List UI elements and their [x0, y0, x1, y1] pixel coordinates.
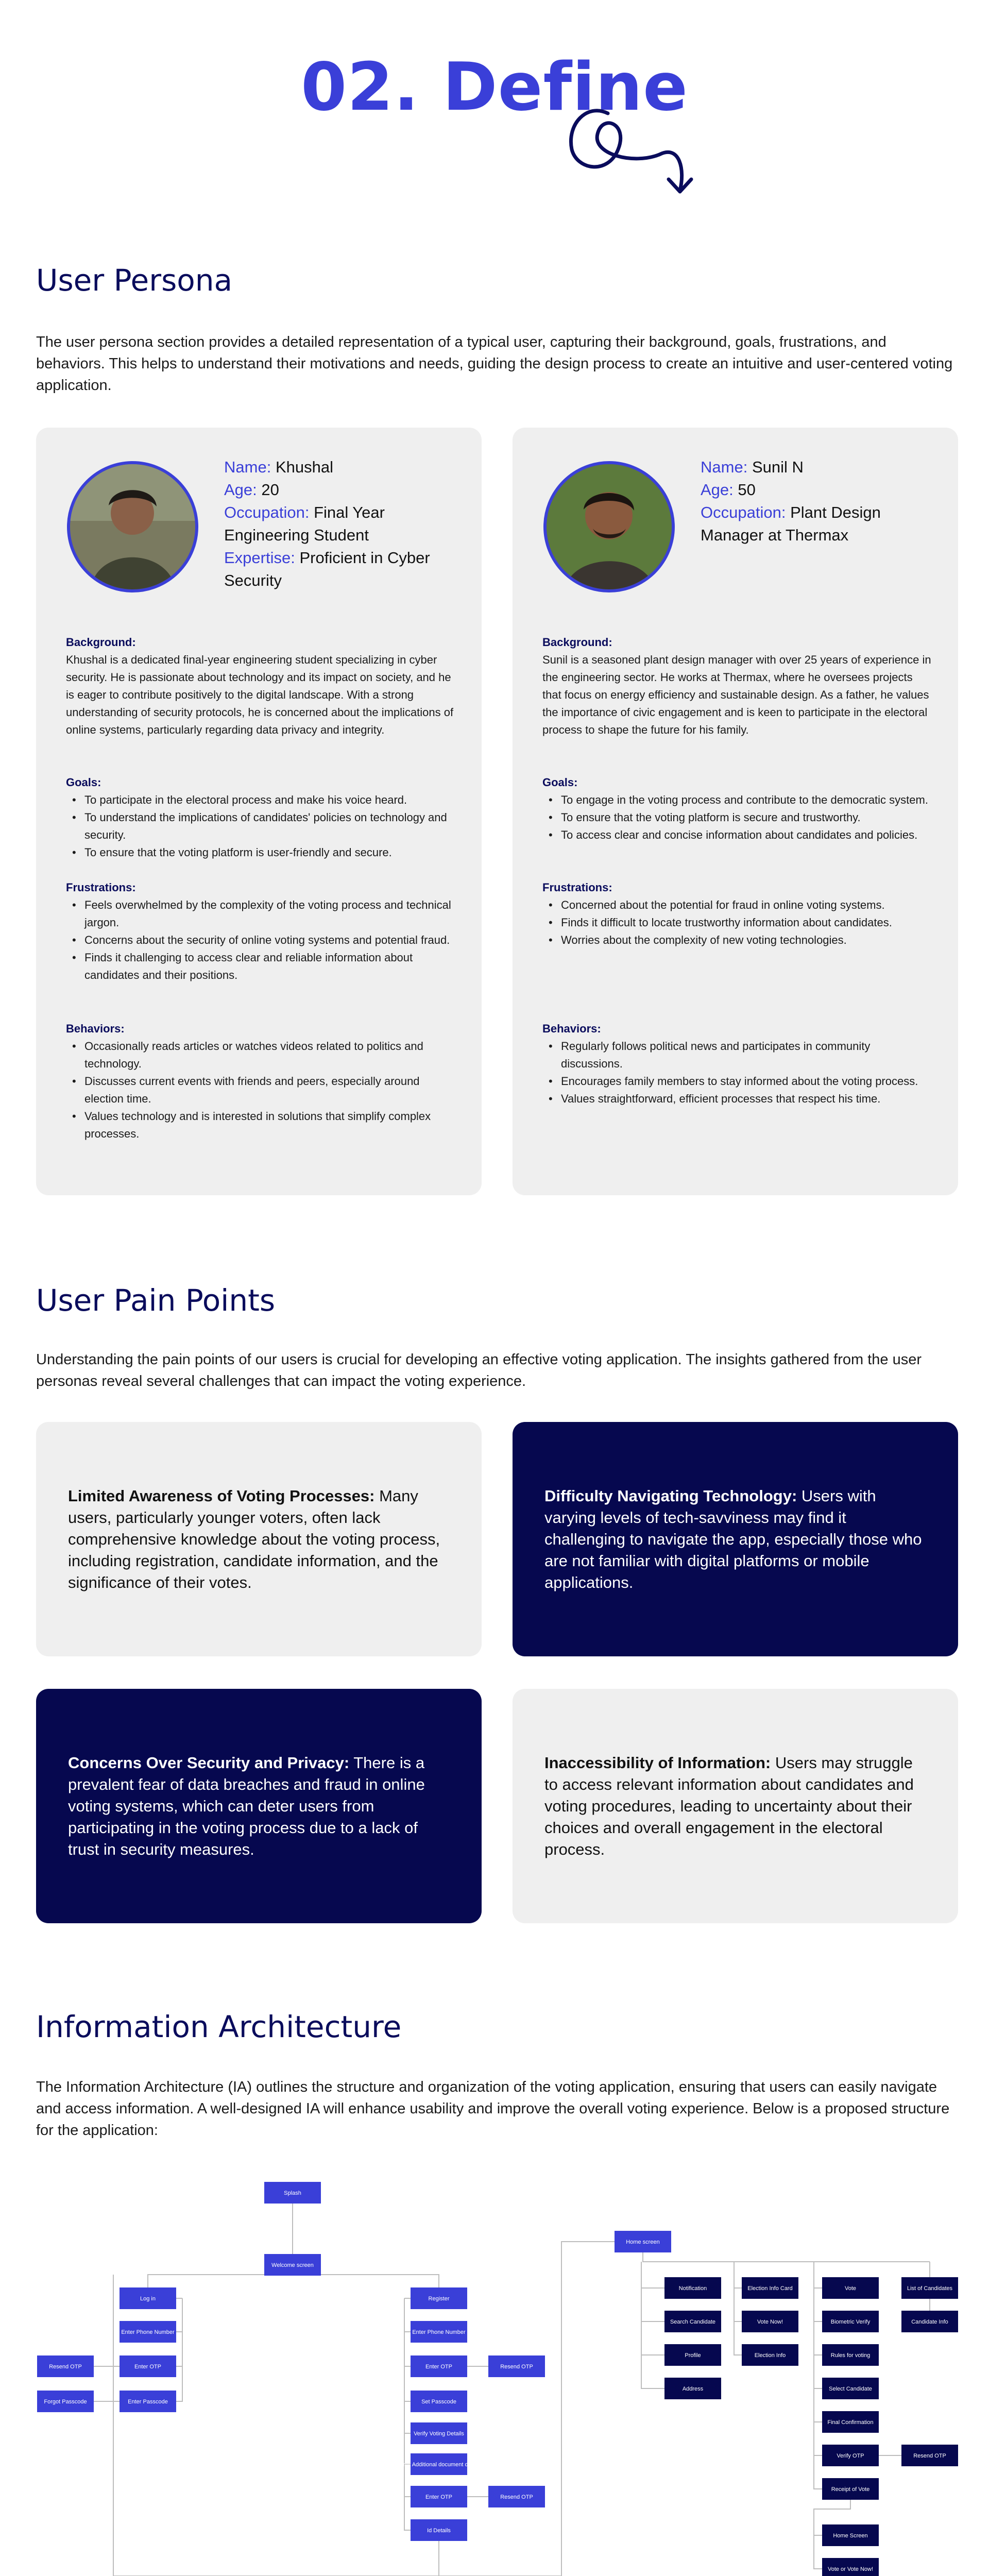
frustrations-block [542, 879, 934, 949]
ia-node-label: Log in [140, 2296, 156, 2302]
connector-line [641, 2288, 664, 2388]
ia-node-label: Election Info [754, 2352, 786, 2359]
list-item: • To ensure that the voting platform is user-friendly and secure. [66, 844, 457, 861]
list-item: • Discusses current events with friends and peers, especially around election time. [66, 1073, 457, 1108]
ia-node-label: Address [682, 2386, 704, 2392]
ia-node-splash [264, 2182, 321, 2204]
list-item: • To access clear and concise information about candidates and policies. [542, 826, 934, 844]
ia-node-label: Splash [284, 2190, 301, 2196]
ia-node-label: Final Confirmation [827, 2419, 874, 2426]
goals-heading: Goals: [542, 776, 578, 789]
persona-card-sunil [513, 428, 958, 1195]
ia-node-label: Vote or Vote Now! [827, 2566, 874, 2572]
connector-line [524, 2242, 615, 2576]
pain-card-text: Many users, particularly younger voters, often lack comprehensive knowledge about the voting process, including registration, candidate information, and the significance of their votes. [68, 1486, 440, 1591]
expertise-value: Proficient in Cyber Security [224, 549, 430, 589]
name-label: Name: [224, 458, 271, 476]
ia-node-final-confirm [822, 2411, 879, 2433]
ia-node-notification [664, 2277, 721, 2299]
connector-line [148, 2275, 293, 2287]
name-value: Sunil N [752, 458, 804, 476]
background-heading: Background: [542, 636, 612, 649]
connector-line [404, 2298, 411, 2464]
connector-line [404, 2298, 411, 2530]
ia-node-label: Id Details [427, 2528, 451, 2534]
age-label: Age: [701, 481, 734, 499]
ia-node-label: Set Passcode [421, 2399, 456, 2405]
ia-node-set-passcode [411, 2391, 467, 2412]
connector-line [814, 2288, 822, 2455]
pain-card-awareness [36, 1422, 482, 1656]
pain-card-security [36, 1689, 482, 1923]
list-item: • Feels overwhelmed by the complexity of the voting process and technical jargon. [66, 896, 457, 931]
behaviors-heading: Behaviors: [66, 1022, 125, 1035]
ia-node-vote-now [742, 2311, 798, 2332]
persona-title: User Persona [36, 263, 233, 298]
ia-node-vote-later [822, 2558, 879, 2576]
ia-node-label: Resend OTP [913, 2453, 946, 2459]
ia-node-biometric [822, 2311, 879, 2332]
ia-node-label: Election Info Card [747, 2285, 793, 2292]
ia-node-label: Home screen [626, 2239, 660, 2245]
ia-node-forgot-passcode [37, 2391, 94, 2412]
connector-line [293, 2275, 439, 2287]
connector-line [404, 2298, 411, 2401]
page-title: 02. Define [301, 49, 688, 126]
ia-node-select-candidate [822, 2378, 879, 2399]
background-text: Sunil is a seasoned plant design manager with over 25 years of experience in the engineering sector. He works at Thermax, where he oversees projects that focus on energy efficiency and sustainable design. As a father, he values the importance of civic engagement and is keen to participate in the electoral process to shape the future for his family. [542, 653, 931, 736]
connector-line [814, 2262, 822, 2288]
frustrations-block [66, 879, 457, 984]
ia-node-label: Enter OTP [425, 2494, 452, 2500]
background-heading: Background: [66, 636, 136, 649]
background-text: Khushal is a dedicated final-year engineering student specializing in cyber security. He is passionate about technology and its impact on society, and he is eager to contribute positively to the digital landscape. With a strong understanding of security protocols, he is concerned about the implications of online systems, particularly regarding data privacy and integrity. [66, 653, 454, 736]
ia-node-label: Rules for voting [830, 2352, 871, 2359]
expertise-label: Expertise: [224, 549, 295, 567]
ia-node-label: List of Candidates [907, 2285, 953, 2292]
ia-node-resend-otp [901, 2445, 958, 2466]
avatar [543, 461, 675, 592]
connector-line [176, 2298, 182, 2401]
connector-line [643, 2252, 930, 2262]
ia-node-login-otp [120, 2355, 176, 2377]
age-value: 50 [738, 481, 756, 499]
list-item: • To ensure that the voting platform is secure and trustworthy. [542, 809, 934, 826]
occupation-label: Occupation: [701, 503, 786, 521]
list-item: • To participate in the electoral process and make his voice heard. [66, 791, 457, 809]
ia-node-label: Vote Now! [757, 2319, 783, 2325]
ia-node-label: Biometric Verify [830, 2319, 871, 2325]
occupation-value: Final Year Engineering Student [224, 503, 385, 544]
ia-node-label: Enter OTP [134, 2364, 161, 2370]
ia-node-label: Home Screen [833, 2533, 868, 2539]
ia-node-label: Verify Voting Details [414, 2431, 464, 2437]
ia-node-label: Select Candidate [829, 2386, 872, 2392]
ia-node-label: Resend OTP [49, 2364, 82, 2370]
goals-block [542, 774, 934, 844]
goals-block [66, 774, 457, 861]
ia-node-address [664, 2378, 721, 2399]
pain-card-information [513, 1689, 958, 1923]
ia-node-label: Profile [685, 2352, 701, 2359]
ia-node-reg-phone [411, 2321, 467, 2343]
ia-flowchart [0, 2164, 989, 2576]
occupation-label: Occupation: [224, 503, 310, 521]
list-item: • To understand the implications of candidates' policies on technology and security. [66, 809, 457, 844]
pain-card-title: Limited Awareness of Voting Processes: [68, 1486, 375, 1505]
ia-node-reg-otp [411, 2355, 467, 2377]
persona-summary [701, 456, 937, 547]
ia-node-label: Resend OTP [500, 2364, 533, 2370]
ia-node-label: Register [428, 2296, 450, 2302]
pain-card-text: Users may struggle to access relevant information about candidates and voting procedures, leading to uncertainty about their choices and overall engagement in the electoral process. [544, 1753, 914, 1858]
ia-node-profile [664, 2344, 721, 2366]
ia-diagram [0, 2164, 989, 2576]
connector-line [176, 2298, 182, 2332]
list-item: • Occasionally reads articles or watches videos related to politics and technology. [66, 1038, 457, 1073]
ia-intro: The Information Architecture (IA) outlines the structure and organization of the voting application, ensuring that users can easily navigate and access information. A well-designed IA will enhance usability and improve the overall voting experience. Below is a proposed structure for the application: [36, 2079, 950, 2139]
ia-node-login-resend [37, 2355, 94, 2377]
ia-node-reg-resend [488, 2355, 545, 2377]
ia-node-login [120, 2287, 176, 2309]
hero-section [0, 0, 989, 216]
list-item: • Worries about the complexity of new voting technologies. [542, 931, 934, 949]
ia-node-election-info [742, 2344, 798, 2366]
avatar [67, 461, 198, 592]
pain-card-title: Concerns Over Security and Privacy: [68, 1753, 350, 1772]
ia-node-label: Enter Passcode [128, 2399, 168, 2405]
persona-card-khushal [36, 428, 482, 1195]
ia-node-rules [822, 2344, 879, 2366]
ia-node-verify-otp [822, 2445, 879, 2466]
ia-node-label: Receipt of Vote [831, 2486, 870, 2493]
ia-node-label: Notification [678, 2285, 707, 2292]
ia-node-label: Enter Phone Number [412, 2329, 466, 2335]
ia-node-search-candidate [664, 2311, 721, 2332]
ia-node-verify-additional [397, 2453, 482, 2475]
frustrations-heading: Frustrations: [66, 881, 136, 894]
ia-node-label: Enter Phone Number [121, 2329, 175, 2335]
ia-node-label: Forgot Passcode [44, 2399, 87, 2405]
ia-node-label: Vote [844, 2285, 857, 2292]
list-item: • Concerned about the potential for fraud in online voting systems. [542, 896, 934, 914]
connector-line [404, 2298, 411, 2332]
ia-node-home [615, 2231, 671, 2252]
pain-card-text: Users with varying levels of tech-savviness may find it challenging to navigate the app, especially those who are not familiar with digital platforms or mobile applications. [544, 1486, 922, 1591]
connector-line [641, 2288, 664, 2321]
pain-intro: Understanding the pain points of our users is crucial for developing an effective voting application. The insights gathered from the user personas reveal several challenges that can impact the voting experience. [36, 1351, 922, 1389]
persona-intro: The user persona section provides a detailed representation of a typical user, capturing their background, goals, frustrations, and behaviors. This helps to understand their motivations and needs, guiding the design process to create an intuitive and user-centered voting application. [36, 334, 953, 394]
ia-node-login-passcode [120, 2391, 176, 2412]
list-item: • Finds it difficult to locate trustworthy information about candidates. [542, 914, 934, 931]
background-block [542, 634, 934, 739]
age-value: 20 [261, 481, 279, 499]
occupation-value: Plant Design Manager at Thermax [701, 503, 881, 544]
list-item: • Finds it challenging to access clear and reliable information about candidates and their positions. [66, 949, 457, 984]
list-item: • Values technology and is interested in solutions that simplify complex processes. [66, 1108, 457, 1143]
ia-node-reg-resend2 [488, 2486, 545, 2507]
behaviors-heading: Behaviors: [542, 1022, 601, 1035]
list-item: • Regularly follows political news and participates in community discussions. [542, 1038, 934, 1073]
connector-line [641, 2262, 664, 2288]
ia-node-candidate-info [901, 2311, 958, 2332]
list-item: • Values straightforward, efficient processes that respect his time. [542, 1090, 934, 1108]
ia-node-home-screen [822, 2524, 879, 2546]
behaviors-block [542, 1020, 934, 1108]
swirl-arrow-icon [556, 93, 701, 201]
ia-node-register [411, 2287, 467, 2309]
ia-node-reg-otp2 [411, 2486, 467, 2507]
pain-card-title: Difficulty Navigating Technology: [544, 1486, 797, 1505]
ia-node-welcome [264, 2254, 321, 2276]
ia-node-label: Welcome screen [271, 2262, 314, 2268]
connector-line [734, 2262, 742, 2288]
ia-node-verify-voting [411, 2422, 467, 2444]
behaviors-block [66, 1020, 457, 1143]
persona-summary [224, 456, 461, 592]
ia-node-label: Search Candidate [670, 2319, 716, 2325]
ia-node-receipt [822, 2478, 879, 2500]
ia-node-list-candidates [901, 2277, 958, 2299]
ia-node-election-card [742, 2277, 798, 2299]
frustrations-heading: Frustrations: [542, 881, 612, 894]
ia-node-vote [822, 2277, 879, 2299]
pain-card-technology [513, 1422, 958, 1656]
connector-line [814, 2288, 822, 2321]
ia-node-label: Candidate Info [911, 2319, 948, 2325]
ia-node-id-details [411, 2519, 467, 2541]
ia-node-label: Enter OTP [425, 2364, 452, 2370]
list-item: • Encourages family members to stay informed about the voting process. [542, 1073, 934, 1090]
ia-node-login-phone [120, 2321, 176, 2343]
list-item: • Concerns about the security of online voting systems and potential fraud. [66, 931, 457, 949]
connector-line [734, 2288, 742, 2321]
ia-node-label: Verify OTP [837, 2453, 864, 2459]
ia-title: Information Architecture [36, 2009, 402, 2044]
connector-line [113, 2275, 439, 2576]
name-label: Name: [701, 458, 748, 476]
pain-title: User Pain Points [36, 1283, 276, 1318]
pain-card-title: Inaccessibility of Information: [544, 1753, 771, 1772]
ia-node-label: Resend OTP [500, 2494, 533, 2500]
background-block [66, 634, 457, 739]
goals-heading: Goals: [66, 776, 101, 789]
list-item: • To engage in the voting process and contribute to the democratic system. [542, 791, 934, 809]
connector-line [814, 2288, 822, 2388]
pain-card-text: There is a prevalent fear of data breaches and fraud in online voting systems, which can deter users from participating in the voting process due to a lack of trust in security measures. [68, 1753, 425, 1858]
name-value: Khushal [275, 458, 333, 476]
ia-node-label: Verify Additional document details [396, 2462, 482, 2468]
age-label: Age: [224, 481, 257, 499]
